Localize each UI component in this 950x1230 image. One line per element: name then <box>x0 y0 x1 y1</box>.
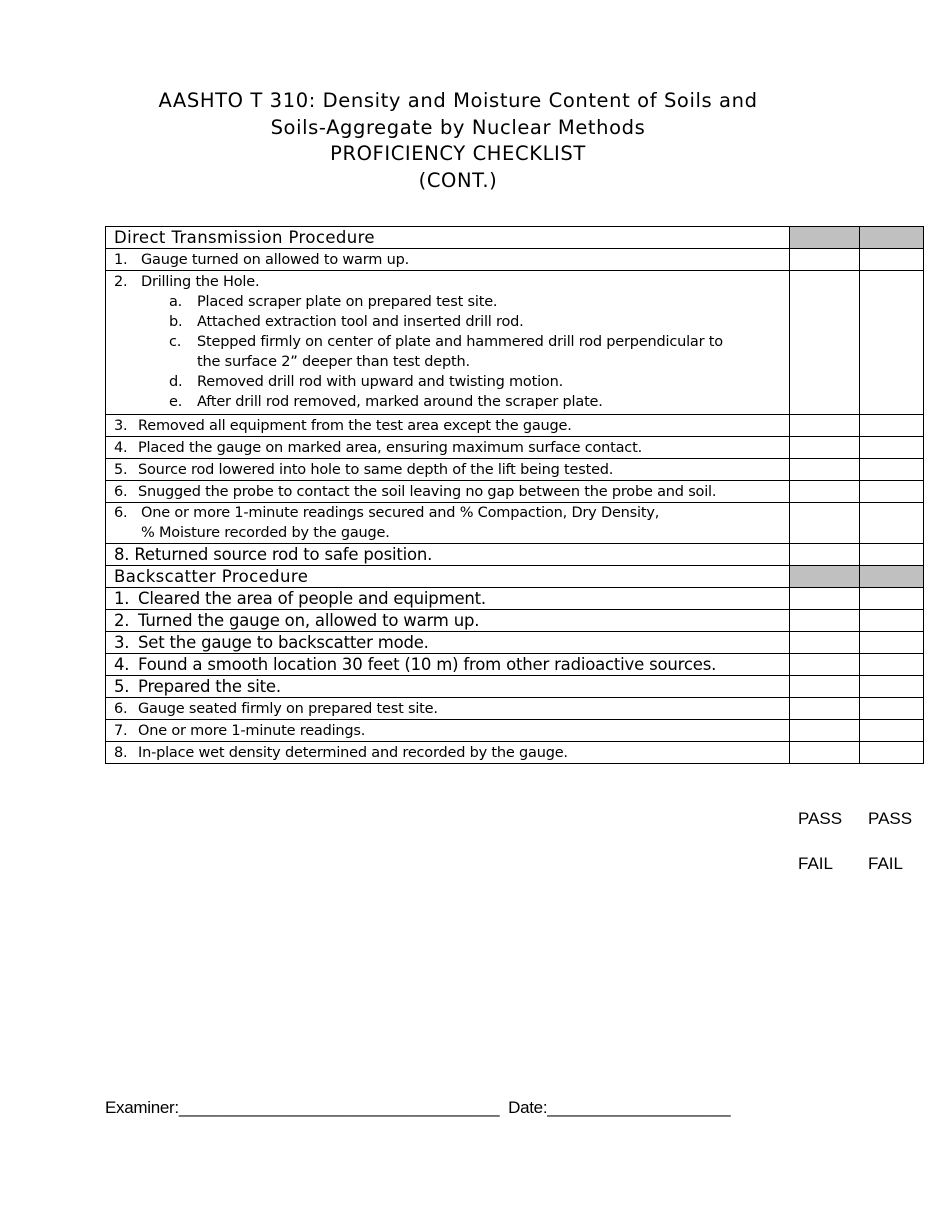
step-number: 2. <box>114 274 128 290</box>
step-label: Source rod lowered into hole to same depth of the lift being tested. <box>138 461 614 478</box>
trial-2-pass-label: PASS <box>868 809 913 828</box>
step-label: Gauge seated firmly on prepared test site. <box>138 700 438 717</box>
section-header-direct-transmission <box>106 227 924 249</box>
step-label: Removed all equipment from the test area except the gauge. <box>138 417 572 434</box>
trial-2-check-cell[interactable] <box>860 249 924 271</box>
sub-step-c-continued: the surface 2” deeper than test depth. <box>197 354 470 370</box>
step-text <box>106 676 790 698</box>
trial-2-check-cell[interactable] <box>860 437 924 459</box>
trial-1-check-cell[interactable] <box>790 676 860 698</box>
section-heading: Direct Transmission Procedure <box>106 227 790 249</box>
sub-step-label: Stepped firmly on center of plate and hammered drill rod perpendicular to <box>197 334 723 350</box>
trial-2-check-cell[interactable] <box>860 588 924 610</box>
step-text <box>106 481 790 503</box>
table-row <box>106 271 924 415</box>
step-text <box>106 271 790 415</box>
trial-1-header-cell <box>790 566 860 588</box>
proficiency-checklist-table <box>105 226 924 764</box>
step-number: 7. <box>114 722 128 739</box>
trial-1-check-cell[interactable] <box>790 720 860 742</box>
step-text <box>106 720 790 742</box>
title-line-2: Soils-Aggregate by Nuclear Methods <box>270 115 646 139</box>
sub-step-letter: e. <box>169 394 183 410</box>
step-text <box>106 503 790 544</box>
table-row <box>106 437 924 459</box>
examiner-signature-field[interactable]: ___________________________________ <box>178 1098 500 1117</box>
table-row <box>106 249 924 271</box>
trial-2-header-cell <box>860 227 924 249</box>
step-main <box>114 274 259 290</box>
trial-1-check-cell[interactable] <box>790 544 860 566</box>
trial-1-check-cell[interactable] <box>790 249 860 271</box>
title-line-1: AASHTO T 310: Density and Moisture Content of Soils and <box>158 89 758 112</box>
sub-step-e <box>114 392 789 412</box>
trial-1-check-cell[interactable] <box>790 610 860 632</box>
table-row <box>106 698 924 720</box>
table-row <box>106 415 924 437</box>
step-text <box>106 698 790 720</box>
trial-2-header-cell <box>860 566 924 588</box>
trial-2-check-cell[interactable] <box>860 654 924 676</box>
step-label: Drilling the Hole. <box>141 274 260 290</box>
section-header-backscatter <box>106 566 924 588</box>
step-label: Set the gauge to backscatter mode. <box>138 632 429 652</box>
trial-1-check-cell[interactable] <box>790 503 860 544</box>
step-text <box>106 249 790 271</box>
sub-step-letter: c. <box>169 334 182 350</box>
trial-1-check-cell[interactable] <box>790 415 860 437</box>
step-text <box>106 654 790 676</box>
table-row <box>106 503 924 544</box>
table-row <box>106 610 924 632</box>
step-label: In-place wet density determined and recorded by the gauge. <box>138 744 568 761</box>
table-row <box>106 588 924 610</box>
step-continued: % Moisture recorded by the gauge. <box>141 525 390 541</box>
step-main <box>114 503 789 523</box>
step-text <box>106 610 790 632</box>
step-text <box>106 632 790 654</box>
step-number: 6. <box>114 483 128 500</box>
sub-step-letter: d. <box>169 374 183 390</box>
step-number: 1. <box>114 251 128 268</box>
title-line-3: PROFICIENCY CHECKLIST <box>330 142 586 165</box>
step-number: 2. <box>114 610 130 630</box>
sub-step-label: After drill rod removed, marked around the scraper plate. <box>197 394 603 410</box>
step-number: 4. <box>114 654 130 674</box>
table-row <box>106 632 924 654</box>
trial-2-check-cell[interactable] <box>860 698 924 720</box>
date-label: Date: <box>508 1098 548 1117</box>
step-label: Turned the gauge on, allowed to warm up. <box>138 610 480 630</box>
step-text <box>106 415 790 437</box>
table-row <box>106 676 924 698</box>
step-text <box>106 459 790 481</box>
sub-step-letter: a. <box>169 294 183 310</box>
trial-1-check-cell[interactable] <box>790 698 860 720</box>
title-line-4: (CONT.) <box>418 168 498 192</box>
table-row <box>106 481 924 503</box>
step-number: 4. <box>114 439 128 456</box>
step-number: 6. <box>114 700 128 717</box>
trial-1-check-cell[interactable] <box>790 588 860 610</box>
sub-step-label: Placed scraper plate on prepared test site. <box>197 294 498 310</box>
table-row <box>106 720 924 742</box>
table-row <box>106 544 924 566</box>
table-row <box>106 742 924 764</box>
step-text <box>106 588 790 610</box>
trial-2-check-cell[interactable] <box>860 271 924 415</box>
trial-1-check-cell[interactable] <box>790 481 860 503</box>
examiner-label: Examiner: <box>105 1098 179 1117</box>
trial-2-check-cell[interactable] <box>860 742 924 764</box>
step-text: 8. Returned source rod to safe position. <box>106 544 790 566</box>
trial-1-check-cell[interactable] <box>790 459 860 481</box>
step-label: One or more 1-minute readings secured and % Compaction, Dry Density, <box>141 505 660 521</box>
step-number: 5. <box>114 676 130 696</box>
table-row <box>106 654 924 676</box>
trial-1-check-cell[interactable] <box>790 742 860 764</box>
step-text <box>106 742 790 764</box>
step-number: 8. <box>114 744 128 761</box>
step-number: 6. <box>114 505 128 521</box>
step-label: Placed the gauge on marked area, ensuring maximum surface contact. <box>138 439 642 456</box>
step-label: Cleared the area of people and equipment. <box>138 588 486 608</box>
signature-line <box>105 1098 730 1118</box>
trial-2-check-cell[interactable] <box>860 415 924 437</box>
trial-1-check-cell[interactable] <box>790 632 860 654</box>
sub-step-b <box>114 312 789 332</box>
trial-2-check-cell[interactable] <box>860 481 924 503</box>
trial-2-check-cell[interactable] <box>860 720 924 742</box>
step-number: 1. <box>114 588 130 608</box>
trial-2-check-cell[interactable] <box>860 459 924 481</box>
trial-1-header-cell <box>790 227 860 249</box>
sub-step-label: Attached extraction tool and inserted drill rod. <box>197 314 524 330</box>
section-heading: Backscatter Procedure <box>106 566 790 588</box>
step-label: Prepared the site. <box>138 676 281 696</box>
trial-1-fail-label: FAIL <box>798 854 833 873</box>
sub-step-letter: b. <box>169 314 183 330</box>
sub-step-d <box>114 372 789 392</box>
step-label: Snugged the probe to contact the soil leaving no gap between the probe and soil. <box>138 483 717 500</box>
trial-1-pass-label: PASS <box>798 809 843 828</box>
step-label: Found a smooth location 30 feet (10 m) from other radioactive sources. <box>138 654 717 674</box>
sub-step-a <box>114 292 789 312</box>
sub-step-label: Removed drill rod with upward and twisting motion. <box>197 374 563 390</box>
trial-2-check-cell[interactable] <box>860 676 924 698</box>
step-number: 5. <box>114 461 128 478</box>
trial-2-check-cell[interactable] <box>860 610 924 632</box>
step-number: 3. <box>114 417 128 434</box>
trial-1-check-cell[interactable] <box>790 437 860 459</box>
sub-step-c <box>114 332 789 352</box>
page-title <box>0 88 916 194</box>
date-field[interactable]: ____________________ <box>547 1098 731 1117</box>
trial-2-check-cell[interactable] <box>860 632 924 654</box>
trial-1-check-cell[interactable] <box>790 271 860 415</box>
trial-2-check-cell[interactable] <box>860 544 924 566</box>
trial-1-check-cell[interactable] <box>790 654 860 676</box>
step-label: Gauge turned on allowed to warm up. <box>141 251 409 268</box>
trial-2-fail-label: FAIL <box>868 854 903 873</box>
trial-2-check-cell[interactable] <box>860 503 924 544</box>
table-row <box>106 459 924 481</box>
step-label: One or more 1-minute readings. <box>138 722 366 739</box>
step-text <box>106 437 790 459</box>
step-number: 3. <box>114 632 130 652</box>
